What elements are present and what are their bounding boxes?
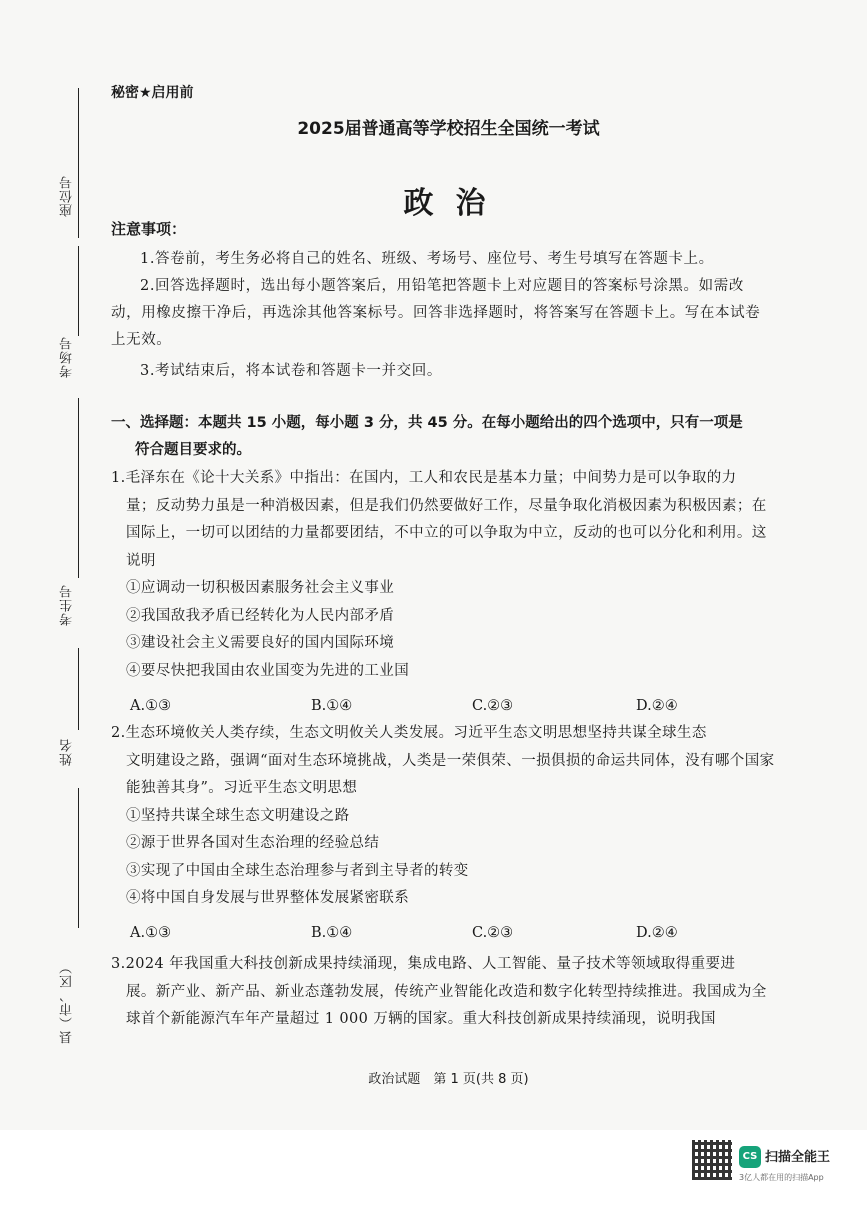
option-item: ④将中国自身发展与世界整体发展紧密联系 xyxy=(126,890,410,906)
option-item: ①应调动一切积极因素服务社会主义事业 xyxy=(126,580,395,596)
notes-heading: 注意事项： xyxy=(111,220,187,238)
choice-b[interactable]: B.①④ xyxy=(311,925,353,941)
question-3 xyxy=(111,951,779,1034)
question-stem: 量；反动势力虽是一种消极因素，但是我们仍然要做好工作，尽量争取化消极因素为积极因素；在国际上，一切可以团结的力量都要团结，不中立的可以争取为中立，反动的也可以分化和利用。这说明 xyxy=(126,497,767,569)
id-label: 考生号 xyxy=(60,584,75,626)
room-label: 考场号 xyxy=(60,336,75,378)
name-label: 姓名 xyxy=(60,738,75,766)
county-label: 县（市、区） xyxy=(60,960,75,1044)
question-2 xyxy=(111,720,779,913)
option-item: ①坚持共谋全球生态文明建设之路 xyxy=(126,807,350,824)
section-heading xyxy=(111,410,779,464)
note-item: 2.回答选择题时，选出每小题答案后，用铅笔把答题卡上对应题目的答案标号涂黑。如需改动，用橡皮擦干净后，再选涂其他答案标号。回答非选择题时，将答案写在答题卡上。写在本试卷上无效。 xyxy=(111,278,761,348)
subject-title: 政治 xyxy=(403,186,508,221)
question-stem: 3.2024 年我国重大科技创新成果持续涌现，集成电路、人工智能、量子技术等领域取得重要进 xyxy=(111,956,736,972)
seat-label: 座位号 xyxy=(60,175,75,217)
scanner-app-name: 扫描全能王 xyxy=(765,1150,831,1165)
option-item: ②源于世界各国对生态治理的经验总结 xyxy=(126,835,380,851)
question-1 xyxy=(111,465,779,685)
choice-c[interactable]: C.②③ xyxy=(472,698,514,714)
option-item: ④要尽快把我国由农业国变为先进的工业国 xyxy=(126,662,410,679)
question-stem: 展。新产业、新产品、新业态蓬勃发展，传统产业智能化改造和数字化转型持续推进。我国成为全球首个新能源汽车年产量超过 1 000 万辆的国家。重大科技创新成果持续涌现，说明我国 xyxy=(126,983,767,1027)
choice-b[interactable]: B.①④ xyxy=(311,698,353,714)
section-heading-line: 符合题目要求的。 xyxy=(135,442,251,458)
camscanner-logo-icon: CS xyxy=(739,1146,761,1168)
confidential-mark: 秘密★启用前 xyxy=(111,85,194,101)
choice-a[interactable]: A.①③ xyxy=(130,925,172,941)
exam-title: 2025届普通高等学校招生全国统一考试 xyxy=(297,119,600,139)
question-stem: 文明建设之路，强调“面对生态环境挑战，人类是一荣俱荣、一损俱损的命运共同体，没有哪个国家能独善其身”。习近平生态文明思想 xyxy=(126,752,775,796)
choice-c[interactable]: C.②③ xyxy=(472,925,514,941)
question-stem: 1.毛泽东在《论十大关系》中指出：在国内，工人和农民是基本力量；中间势力是可以争取的力 xyxy=(111,470,737,486)
answer-choices xyxy=(126,920,726,947)
option-item: ③建设社会主义需要良好的国内国际环境 xyxy=(126,635,395,651)
answer-choices xyxy=(126,693,726,720)
section-heading-line: 一、选择题：本题共 15 小题，每小题 3 分，共 45 分。在每小题给出的四个选项中，只有一项是 xyxy=(111,415,743,431)
binding-line xyxy=(78,246,79,336)
choice-a[interactable]: A.①③ xyxy=(130,698,172,714)
binding-line xyxy=(78,398,79,578)
binding-line xyxy=(78,788,79,928)
page-footer: 政治试题 第 1 页(共 8 页) xyxy=(368,1072,529,1087)
option-item: ②我国敌我矛盾已经转化为人民内部矛盾 xyxy=(126,607,395,624)
binding-line xyxy=(78,648,79,730)
choice-d[interactable]: D.②④ xyxy=(636,698,678,714)
qr-code-icon xyxy=(692,1140,732,1180)
scanner-tagline: 3亿人都在用的扫描App xyxy=(739,1173,824,1182)
scanner-strip xyxy=(0,1130,867,1227)
choice-d[interactable]: D.②④ xyxy=(636,925,678,941)
option-item: ③实现了中国由全球生态治理参与者到主导者的转变 xyxy=(126,862,469,879)
note-item: 3.考试结束后，将本试卷和答题卡一并交回。 xyxy=(140,363,442,379)
question-stem: 2.生态环境攸关人类存续，生态文明攸关人类发展。习近平生态文明思想坚持共谋全球生态 xyxy=(111,725,707,741)
note-item: 1.答卷前，考生务必将自己的姓名、班级、考场号、座位号、考生号填写在答题卡上。 xyxy=(140,251,714,267)
